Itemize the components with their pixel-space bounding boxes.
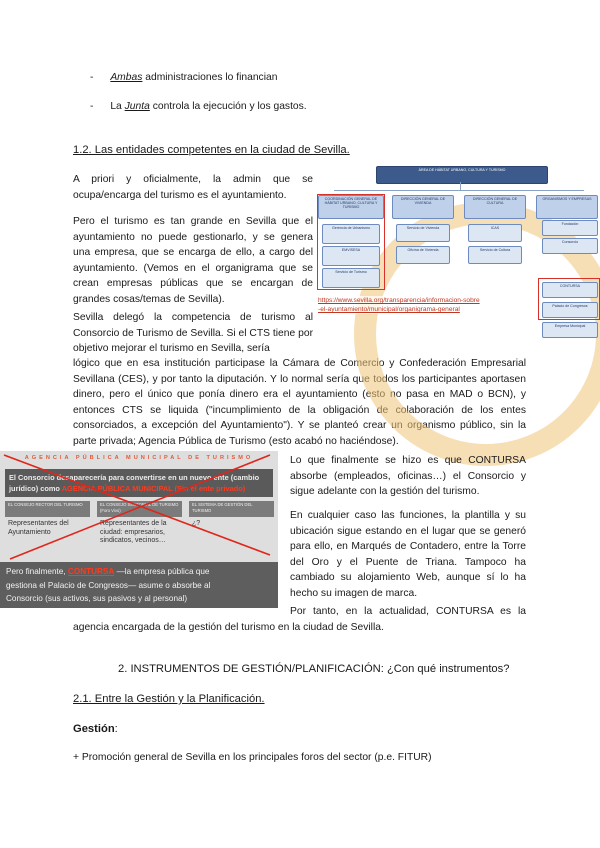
emphasis-ambas: Ambas	[110, 72, 143, 83]
org-box-7: Servicio de Turismo	[322, 268, 380, 288]
paragraph-contursa-absorbe: Lo que finalmente se hizo es que CONTURSA absorbe (empleados, oficinas…) el Consorcio y sigue adelante con la gestión del turismo.	[290, 455, 526, 497]
section-heading-2-1: 2.1. Entre la Gestión y la Planificación.	[73, 693, 265, 705]
bullet-text: controla la ejecución y los gastos.	[149, 101, 307, 112]
bullet-junta	[90, 101, 307, 112]
bullet-dash: -	[90, 72, 94, 83]
emphasis-junta: Junta	[124, 101, 150, 112]
org-box-10: ICAS	[468, 224, 522, 242]
contursa-highlight: CONTURSA	[67, 567, 115, 576]
section-heading-1-2: 1.2. Las entidades competentes en la ciudad de Sevilla.	[73, 144, 350, 156]
org-box-6: EMVISESA	[322, 246, 380, 266]
organigrama-link-line1[interactable]: https://www.sevilla.org/transparencia/informacion-sobre	[318, 297, 480, 304]
agency-bottom-panel	[0, 562, 278, 608]
org-box-14: CONTURSA	[542, 282, 598, 298]
org-box-5: Gerencia de Urbanismo	[322, 224, 380, 244]
agency-title: AGENCIA PÚBLICA MUNICIPAL DE TURISMO	[24, 455, 254, 461]
org-box-9: Oficina de Vivienda	[396, 246, 450, 264]
paragraph-consorcio-narrow: Sevilla delegó la competencia de turismo al Consorcio de Turismo de Sevilla. Si el CTS tiene por objetivo mejorar el turismo en Sevilla, sería	[73, 312, 313, 354]
bullet-text: administraciones lo financian	[142, 72, 278, 83]
section-heading-2: 2. INSTRUMENTOS DE GESTIÓN/PLANIFICACIÓN: ¿Con qué instrumentos?	[118, 663, 510, 675]
red-highlight-left	[317, 194, 385, 290]
org-box-4: ORGANISMOS Y EMPRESAS	[536, 195, 598, 219]
org-box-16: Empresa Municipal	[542, 322, 598, 338]
org-box-12: Fundación	[542, 220, 598, 236]
bullet-fitur: + Promoción general de Sevilla en los principales foros del sector (p.e. FITUR)	[73, 752, 432, 763]
org-box-8: Servicio de Vivienda	[396, 224, 450, 242]
red-highlight-right	[538, 278, 600, 320]
column-head: EL SISTEMA DE GESTIÓN DEL TURISMO	[189, 501, 274, 517]
paragraph-empresa: Pero el turismo es tan grande en Sevilla que el ayuntamiento no puede gestionarlo, y se genera una empresa, que se encarga de ello, a cargo del ayuntamiento. (Vemos en el organigrama que se crean empresas públicas que se encargan de grandes cosas/temas de Sevilla).	[73, 216, 313, 305]
agency-bottom-line2: gestiona el Palacio de Congresos— asume o absorbe al	[6, 581, 211, 590]
bullet-dash: -	[90, 101, 94, 112]
org-box-2: DIRECCIÓN GENERAL DE VIVIENDA	[392, 195, 454, 219]
organigrama-image	[314, 162, 600, 348]
paragraph-admin: A priori y oficialmente, la admin que se ocupa/encarga del turismo es el ayuntamiento.	[73, 174, 313, 201]
bullet-text: La	[110, 101, 125, 112]
org-box-1: COORDINACIÓN GENERAL DE HÁBITAT URBANO, CULTURA Y TURISMO	[318, 195, 384, 219]
gestion-label: Gestión	[73, 723, 115, 735]
org-box-top: ÁREA DE HÁBITAT URBANO, CULTURA Y TURISMO	[376, 166, 548, 184]
agency-bottom-line3: Consorcio (sus activos, sus pasivos y al personal)	[6, 594, 188, 603]
org-box-15: Palacio de Congresos	[542, 302, 598, 318]
column-head: EL CONSEJO SECTORIAL DE TURISMO (Foro Vivo)	[97, 501, 182, 517]
organigrama-link-line2[interactable]: -el-ayuntamiento/municipal/organigrama-general	[318, 306, 460, 313]
paragraph-ubicacion: En cualquier caso las funciones, la plantilla y su ubicación sigue estando en el lugar que se generó para ello, en Marqués de Contadero, entre la Torre del Oro y el Puente de Triana. Tampoco ha cambiado su alojamiento Web, aunque sí lo ha hecho su imagen de marca.	[290, 510, 526, 599]
agency-bottom-line1: Pero finalmente, CONTURSA —la empresa pública que	[6, 567, 210, 576]
red-cross-out-mark	[0, 451, 278, 562]
agencia-publica-image	[0, 451, 278, 608]
org-box-13: Consorcio	[542, 238, 598, 254]
paragraph-consorcio-wide: lógico que en esa institución participase la Cámara de Comercio y Confederación Empresarial Sevillana (CES), y por tanto la diputación. Y lo normal sería que todos los participantes aportasen dinero, pero el único que ponía dinero era el ayuntamiento (esto no pasa en MAD o BCN), y entonces CTS se liquida ("incumplimiento de la obligación de colaboración de los entes consorciados, a excepción del Ayuntamiento"). Y se planteó crear un organismo público, sin la parte privada; Agencia Pública de Turismo (esto acabó no haciéndose).	[73, 358, 526, 447]
bullet-ambas	[90, 72, 277, 83]
paragraph-actualidad-text: Por tanto, en la actualidad, CONTURSA es la agencia encargada de la gestión del turismo en la ciudad de Sevilla.	[73, 606, 526, 633]
org-box-3: DIRECCIÓN GENERAL DE CULTURA	[464, 195, 526, 219]
column-body: Representantes del Ayuntamiento	[8, 520, 69, 536]
org-box-11: Servicio de Cultura	[468, 246, 522, 264]
column-body: Representantes de la ciudad: empresarios, sindicatos, vecinos…	[100, 520, 167, 544]
column-head: EL CONSEJO RECTOR DEL TURISMO	[5, 501, 90, 517]
column-body: ¿?	[192, 520, 201, 527]
agency-banner-line1: El Consorcio desaparecería para convertirse en un nuevo ente (cambio	[9, 473, 260, 482]
agency-highlight: AGENCIA PÚBLICA MUNICIPAL (Sin el ente privado)	[61, 484, 246, 493]
gestion-heading: Gestión:	[73, 723, 118, 735]
agency-banner-line2: jurídico) como AGENCIA PÚBLICA MUNICIPAL (Sin el ente privado)	[9, 484, 246, 493]
